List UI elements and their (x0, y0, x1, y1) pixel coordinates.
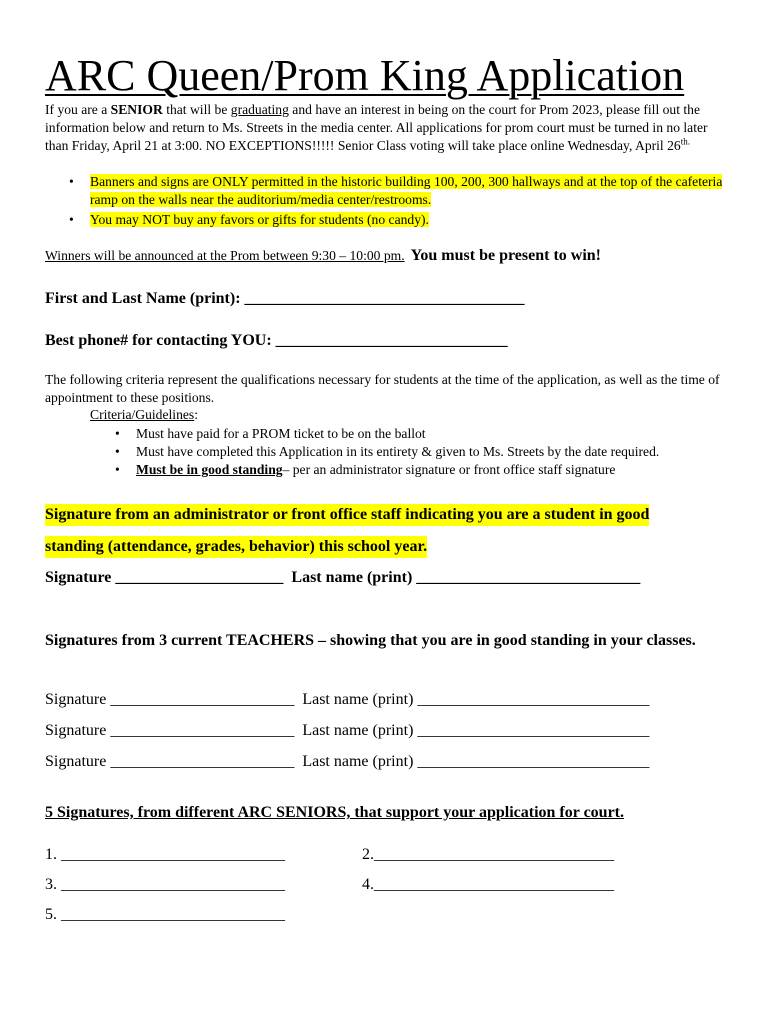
senior-signature-4[interactable]: 4.______________________________ (362, 876, 614, 893)
bullet-icon: • (115, 462, 120, 477)
intro-text-2: that will be (162, 102, 231, 117)
teacher-lastname-field[interactable]: Last name (print) _____________________________ (302, 753, 650, 770)
teacher-signature-field[interactable]: Signature _______________________ (45, 691, 295, 708)
criteria-item (113, 461, 659, 479)
must-be-present: You must be present to win! (410, 247, 602, 264)
admin-heading-line2: standing (attendance, grades, behavior) this school year. (45, 536, 427, 558)
criteria-colon: : (194, 407, 198, 422)
phone-field[interactable]: Best phone# for contacting YOU: _____________________________ (45, 332, 508, 349)
rule-text: You may NOT buy any favors or gifts for students (no candy). (90, 212, 429, 227)
criteria-good-standing: Must be in good standing (136, 462, 283, 477)
admin-heading-line1: Signature from an administrator or front office staff indicating you are a student in good (45, 504, 649, 526)
teacher-lastname-field[interactable]: Last name (print) _____________________________ (302, 722, 650, 739)
admin-signature-field[interactable]: Signature _____________________ (45, 569, 284, 586)
intro-paragraph (45, 101, 725, 155)
criteria-intro: The following criteria represent the qualifications necessary for students at the time of the application, as well as the time of appointment to these positions. (45, 372, 720, 405)
bullet-icon: • (115, 444, 120, 459)
senior-signature-5[interactable]: 5. ____________________________ (45, 906, 285, 923)
criteria-text: Must have completed this Application in its entirety & given to Ms. Streets by the date required. (136, 444, 660, 459)
criteria-heading-text: Criteria/Guidelines (90, 407, 195, 422)
teachers-heading: Signatures from 3 current TEACHERS – showing that you are in good standing in your classes. (45, 632, 696, 649)
admin-signature-row (45, 568, 640, 588)
rule-item (66, 173, 726, 209)
rules-list (66, 173, 726, 231)
seniors-heading: 5 Signatures, from different ARC SENIORS, that support your application for court. (45, 804, 624, 821)
bullet-icon: • (69, 174, 74, 189)
bullet-icon: • (69, 212, 74, 227)
criteria-text: – per an administrator signature or front office staff signature (282, 462, 616, 477)
criteria-list (113, 425, 659, 479)
page-title: ARC Queen/Prom King Application (45, 51, 685, 100)
intro-graduating: graduating (230, 102, 289, 117)
bullet-icon: • (115, 426, 120, 441)
senior-signature-3[interactable]: 3. ____________________________ (45, 876, 285, 893)
intro-text-1: If you are a (45, 102, 111, 117)
senior-signature-1[interactable]: 1. ____________________________ (45, 846, 285, 863)
teacher-signature-field[interactable]: Signature _______________________ (45, 753, 295, 770)
rule-item (66, 211, 726, 229)
teacher-signature-row (45, 721, 649, 741)
teacher-lastname-field[interactable]: Last name (print) _____________________________ (302, 691, 650, 708)
admin-lastname-field[interactable]: Last name (print) ____________________________ (291, 569, 641, 586)
criteria-item (113, 443, 659, 461)
teacher-signature-field[interactable]: Signature _______________________ (45, 722, 295, 739)
teacher-signature-row (45, 752, 649, 772)
teacher-signature-row (45, 690, 649, 710)
name-field[interactable]: First and Last Name (print): ___________________________________ (45, 290, 525, 307)
rule-text: Banners and signs are ONLY permitted in the historic building 100, 200, 300 hallways and at the top of the cafeteria ramp on the walls near the auditorium/media center/restrooms. (90, 174, 723, 207)
intro-senior: SENIOR (110, 102, 163, 117)
intro-sup: th. (680, 136, 690, 147)
criteria-item (113, 425, 659, 443)
intro-text-3: and have an interest in being on the court for Prom 2023, please fill out the information below and return to Ms. Streets in the media center. All applications for prom court must be turned in no later than Friday, April 21 at 3:00. NO EXCEPTIONS!!!!! Senior Class voting will take place online Wednesday, April 26 (45, 102, 708, 153)
winners-note (45, 246, 601, 266)
winners-text: Winners will be announced at the Prom between 9:30 – 10:00 pm. (45, 248, 405, 263)
criteria-text: Must have paid for a PROM ticket to be on the ballot (136, 426, 426, 441)
criteria-heading (90, 406, 198, 424)
senior-signature-2[interactable]: 2.______________________________ (362, 846, 614, 863)
